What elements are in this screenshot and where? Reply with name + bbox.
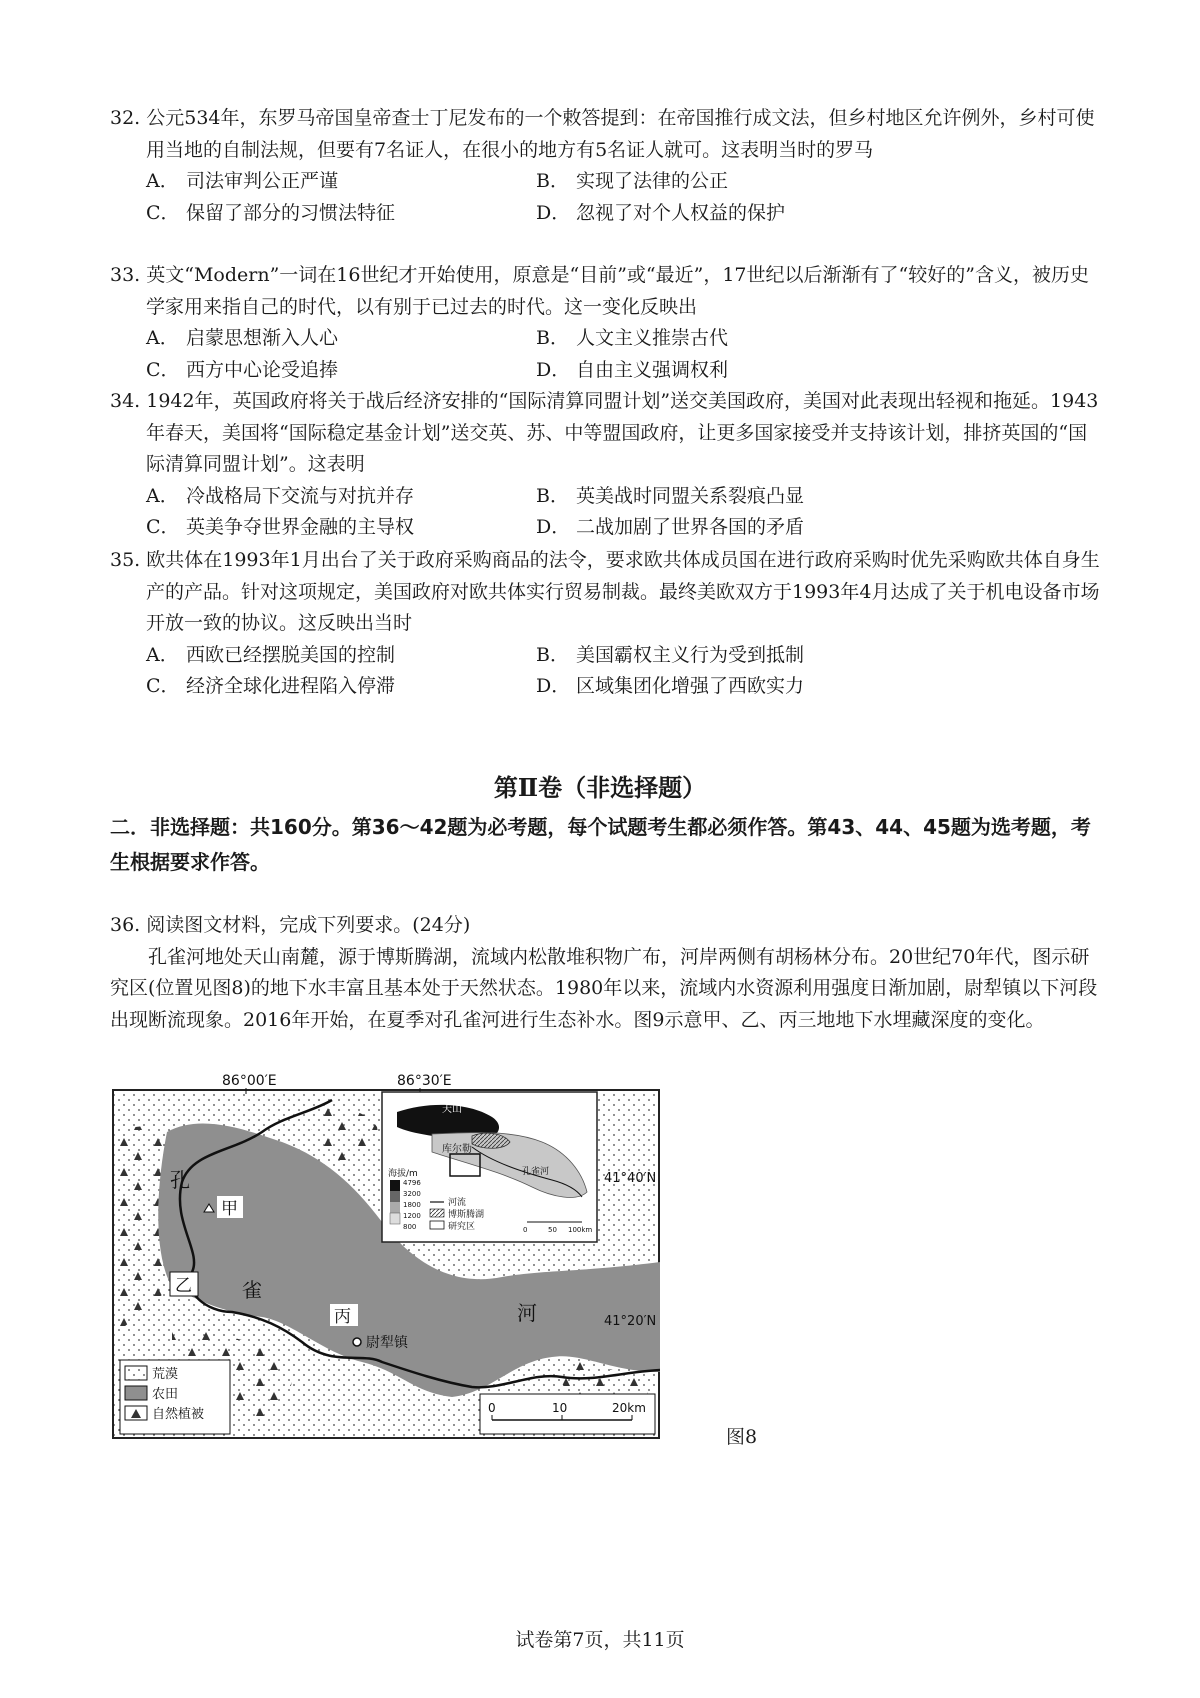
figure-label: 图8 xyxy=(726,1426,758,1448)
river-label-char: 雀 xyxy=(242,1278,262,1302)
question-stem: 35. 欧共体在1993年1月出台了关于政府采购商品的法令，要求欧共体成员国在进行政府采购时优先采购欧共体自身生产的产品。针对这项规定，美国政府对欧共体实行贸易制裁。最终美欧双方于1993年4月达成了关于机电设备市场开放一致的协议。这反映出当时 xyxy=(110,549,1100,634)
option-text: 英美战时同盟关系裂痕凸显 xyxy=(576,484,805,507)
option-text: 西方中心论受追捧 xyxy=(186,358,339,381)
elevation-value: 800 xyxy=(403,1223,417,1231)
option-b xyxy=(536,323,1036,355)
option-d xyxy=(536,198,1036,230)
option-b xyxy=(536,481,1036,513)
town-marker xyxy=(353,1338,361,1346)
question-material: 孔雀河地处天山南麓，源于博斯腾湖，流域内松散堆积物广布，河岸两侧有胡杨林分布。20世纪70年代，图示研究区(位置见图8)的地下水丰富且基本处于天然状态。1980年以来，流域内水资源利用强度日渐加剧，尉犁镇以下河段出现断流现象。2016年开始，在夏季对孔雀河进行生态补水。图9示意甲、乙、丙三地地下水埋藏深度的变化。 xyxy=(110,945,1098,1031)
question-stem: 33. 英文“Modern”一词在16世纪才开始使用，原意是“目前”或“最近”，17世纪以后渐渐有了“较好的”含义，被历史学家用来指自己的时代，以有别于已过去的时代。这一变化反映出 xyxy=(110,264,1089,318)
legend-vegetation-label: 自然植被 xyxy=(152,1407,205,1422)
scale-label: 0 xyxy=(488,1401,496,1415)
option-letter: D． xyxy=(536,675,571,697)
map-scale-bar xyxy=(480,1394,655,1434)
option-text: 美国霸权主义行为受到抵制 xyxy=(576,643,805,666)
elevation-swatch xyxy=(390,1202,400,1213)
option-letter: C． xyxy=(146,358,180,381)
river-label-char: 孔 xyxy=(170,1168,190,1192)
option-letter: B． xyxy=(536,643,569,666)
option-letter: A． xyxy=(146,643,179,666)
question-stem: 34. 1942年，英国政府将关于战后经济安排的“国际清算同盟计划”送交美国政府，美国对此表现出轻视和拖延。1943年春天，美国将“国际稳定基金计划”送交英、苏、中等盟国政府，让更多国家接受并支持该计划，排挤英国的“国际清算同盟计划”。这表明 xyxy=(110,390,1099,475)
section-description: 二．非选择题：共160分。第36～42题为必考题，每个试题考生都必须作答。第43、44、45题为选考题，考生根据要求作答。 xyxy=(110,815,1091,874)
option-text: 自由主义强调权利 xyxy=(576,358,729,381)
question-34 xyxy=(110,386,1100,544)
elevation-value: 1200 xyxy=(403,1212,421,1220)
river-label-char: 河 xyxy=(517,1301,537,1325)
elevation-swatch xyxy=(390,1180,400,1191)
option-text: 西欧已经摆脱美国的控制 xyxy=(186,643,396,666)
site-bing-label: 丙 xyxy=(334,1307,351,1327)
option-c xyxy=(146,355,536,387)
option-text: 区域集团化增强了西欧实力 xyxy=(576,675,805,697)
option-d xyxy=(536,671,1036,703)
inset-legend-river: 河流 xyxy=(448,1198,467,1208)
option-text: 启蒙思想渐入人心 xyxy=(186,327,339,349)
section-title: 第Ⅱ卷（非选择题） xyxy=(493,773,707,802)
option-letter: B． xyxy=(536,170,569,192)
option-a xyxy=(146,481,536,513)
elevation-swatch xyxy=(390,1213,400,1224)
legend-desert-label: 荒漠 xyxy=(152,1367,179,1382)
option-letter: B． xyxy=(536,484,569,507)
option-letter: B． xyxy=(536,327,569,349)
elevation-value: 3200 xyxy=(403,1190,421,1198)
option-a xyxy=(146,166,536,198)
town-label: 尉犁镇 xyxy=(366,1335,408,1351)
option-a xyxy=(146,323,536,355)
option-letter: D． xyxy=(536,516,571,538)
latitude-label: 41°20′N xyxy=(604,1314,657,1329)
option-c xyxy=(146,671,536,703)
legend-farmland-swatch xyxy=(125,1386,147,1400)
option-c xyxy=(146,512,536,544)
scale-label: 20km xyxy=(612,1401,646,1415)
map-svg xyxy=(112,1072,660,1440)
option-letter: C． xyxy=(146,516,180,538)
page-footer: 试卷第7页，共11页 xyxy=(515,1629,685,1651)
inset-label-river: 孔雀河 xyxy=(522,1167,550,1177)
site-jia-label: 甲 xyxy=(221,1199,238,1219)
figure-8-map xyxy=(112,1072,660,1440)
option-letter: D． xyxy=(536,358,571,381)
question-options xyxy=(110,323,1100,386)
question-options xyxy=(110,640,1100,703)
option-letter: C． xyxy=(146,201,180,224)
elevation-value: 4796 xyxy=(403,1179,421,1187)
question-35 xyxy=(110,545,1100,703)
option-text: 实现了法律的公正 xyxy=(576,170,729,192)
option-text: 忽视了对个人权益的保护 xyxy=(576,201,786,224)
option-letter: A． xyxy=(146,484,179,507)
option-letter: A． xyxy=(146,170,179,192)
option-text: 英美争夺世界金融的主导权 xyxy=(186,516,415,538)
inset-scale-label: 50 xyxy=(548,1226,557,1234)
latitude-label: 41°40′N xyxy=(604,1171,657,1186)
inset-label-tianshan: 天山 xyxy=(442,1104,462,1115)
option-d xyxy=(536,355,1036,387)
question-options xyxy=(110,166,1100,229)
elevation-value: 1800 xyxy=(403,1201,421,1209)
scale-label: 10 xyxy=(552,1401,568,1415)
inset-scale-label: 0 xyxy=(523,1226,528,1234)
option-letter: C． xyxy=(146,675,180,697)
inset-legend-lake: 博斯腾湖 xyxy=(448,1210,485,1220)
question-options xyxy=(110,481,1100,544)
inset-scale-label: 100km xyxy=(568,1226,593,1234)
longitude-label: 86°30′E xyxy=(397,1073,452,1089)
option-a xyxy=(146,640,536,672)
question-title: 36. 阅读图文材料，完成下列要求。(24分) xyxy=(110,914,471,936)
option-letter: D． xyxy=(536,201,571,224)
question-36 xyxy=(110,910,1100,1036)
option-letter: A． xyxy=(146,327,179,349)
option-b xyxy=(536,640,1036,672)
site-yi-label: 乙 xyxy=(175,1276,192,1296)
elevation-legend-title: 海拔/m xyxy=(388,1169,418,1179)
option-text: 二战加剧了世界各国的矛盾 xyxy=(576,516,805,538)
option-text: 司法审判公正严谨 xyxy=(186,170,339,192)
option-text: 冷战格局下交流与对抗并存 xyxy=(186,484,415,507)
option-text: 经济全球化进程陷入停滞 xyxy=(186,675,396,697)
inset-legend-study: 研究区 xyxy=(448,1222,476,1232)
legend-desert-swatch xyxy=(125,1366,147,1380)
map-legend xyxy=(120,1360,230,1434)
option-text: 保留了部分的习惯法特征 xyxy=(186,201,396,224)
elevation-swatch xyxy=(390,1191,400,1202)
inset-location-map xyxy=(382,1092,597,1242)
option-text: 人文主义推崇古代 xyxy=(576,327,729,349)
option-d xyxy=(536,512,1036,544)
option-c xyxy=(146,198,536,230)
legend-farmland-label: 农田 xyxy=(152,1387,179,1402)
inset-label-kuerle: 库尔勒 xyxy=(442,1144,472,1155)
question-stem: 32. 公元534年，东罗马帝国皇帝查士丁尼发布的一个敕答提到：在帝国推行成文法，但乡村地区允许例外，乡村可使用当地的自制法规，但要有7名证人，在很小的地方有5名证人就可。这表明当时的罗马 xyxy=(110,107,1095,161)
inset-legend-study-symbol xyxy=(430,1221,444,1229)
question-33 xyxy=(110,260,1100,386)
option-b xyxy=(536,166,1036,198)
longitude-label: 86°00′E xyxy=(222,1073,277,1089)
question-32 xyxy=(110,103,1100,229)
inset-legend-lake-symbol xyxy=(430,1209,444,1217)
